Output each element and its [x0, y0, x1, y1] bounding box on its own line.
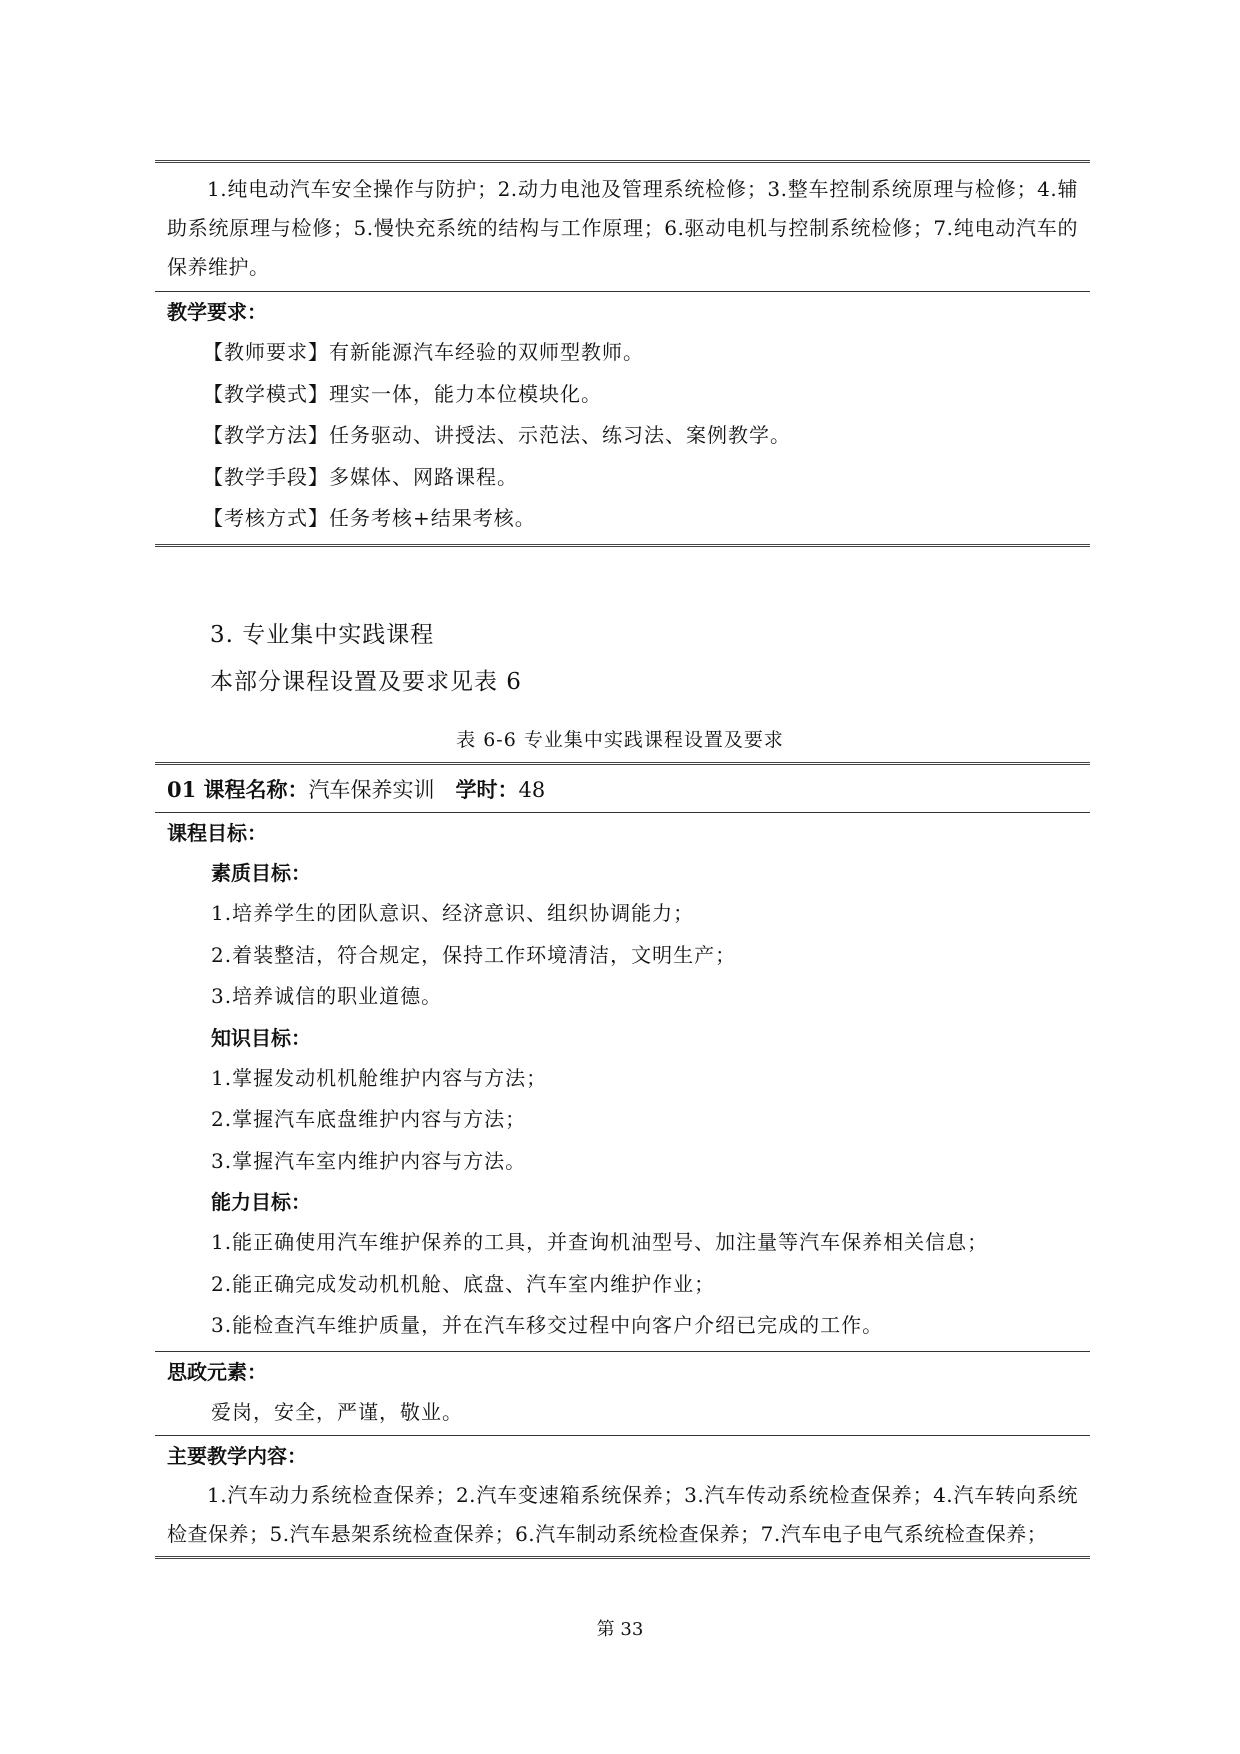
- table-block-2: [155, 762, 1090, 1559]
- quality-goals-heading: 素质目标：: [211, 861, 311, 885]
- course-name: 汽车保养实训: [308, 778, 435, 802]
- quality-goal-item: 1.培养学生的团队意识、经济意识、组织协调能力；: [211, 901, 695, 925]
- course-number-label: 01 课程名称：: [167, 777, 309, 802]
- page-number: 第 33: [596, 1619, 644, 1640]
- course-main-content-cell: [155, 1435, 1090, 1559]
- ability-goal-item: 2.能正确完成发动机机舱、底盘、汽车室内维护作业；: [211, 1271, 716, 1296]
- course-goals-cell: [155, 812, 1090, 1351]
- ability-goal-item: 1.能正确使用汽车维护保养的工具，并查询机油型号、加注量等汽车保养相关信息；: [211, 1230, 989, 1254]
- teaching-req-item: 【教师要求】有新能源汽车经验的双师型教师。: [203, 340, 644, 364]
- course-hours: 48: [518, 778, 546, 802]
- ability-goal-item: 3.能检查汽车维护质量，并在汽车移交过程中向客户介绍已完成的工作。: [211, 1313, 884, 1337]
- section-title: 3. 专业集中实践课程: [210, 622, 435, 648]
- knowledge-goal-item: 3.掌握汽车室内维护内容与方法。: [211, 1148, 527, 1173]
- ideology-heading: 思政元素：: [167, 1359, 267, 1384]
- knowledge-goal-item: 1.掌握发动机机舱维护内容与方法；: [211, 1065, 548, 1090]
- main-content-text-1: 1.纯电动汽车安全操作与防护；2.动力电池及管理系统检修；3.整车控制系统原理与检修；4.辅助系统原理与检修；5.慢快充系统的结构与工作原理；6.驱动电机与控制系统检修；7.纯电动汽车的保养维护。: [167, 177, 1078, 279]
- main-content-text-2: 1.汽车动力系统检查保养；2.汽车变速箱系统保养；3.汽车传动系统检查保养；4.汽车转向系统检查保养；5.汽车悬架系统检查保养；6.汽车制动系统检查保养；7.汽车电子电气系统检查保养；: [167, 1483, 1078, 1546]
- knowledge-goals-heading: 知识目标：: [211, 1025, 311, 1050]
- ability-goals-heading: 能力目标：: [211, 1190, 311, 1214]
- course-goals-heading: 课程目标：: [167, 821, 267, 845]
- ideology-text: 爱岗，安全，严谨，敬业。: [211, 1399, 463, 1424]
- course-hours-label: 学时：: [455, 777, 519, 802]
- teaching-requirements-cell: [155, 291, 1090, 547]
- teaching-req-item: 【考核方式】任务考核+结果考核。: [203, 506, 536, 530]
- table-block-1: [155, 160, 1090, 547]
- knowledge-goal-item: 2.掌握汽车底盘维护内容与方法；: [211, 1107, 527, 1131]
- teaching-req-item: 【教学手段】多媒体、网路课程。: [203, 464, 518, 489]
- section-intro: 本部分课程设置及要求见表 6: [210, 669, 522, 695]
- ideology-cell: [155, 1351, 1090, 1436]
- teaching-req-item: 【教学模式】理实一体，能力本位模块化。: [203, 381, 602, 406]
- quality-goal-item: 2.着装整洁，符合规定，保持工作环境清洁，文明生产；: [211, 942, 737, 967]
- teaching-req-item: 【教学方法】任务驱动、讲授法、示范法、练习法、案例教学。: [203, 423, 791, 447]
- course-title-row: [155, 765, 1090, 812]
- quality-goal-item: 3.培养诚信的职业道德。: [211, 984, 443, 1008]
- main-content-heading: 主要教学内容：: [167, 1444, 307, 1468]
- table-caption: 表 6-6 专业集中实践课程设置及要求: [456, 729, 784, 751]
- teaching-req-heading: 教学要求：: [167, 300, 267, 324]
